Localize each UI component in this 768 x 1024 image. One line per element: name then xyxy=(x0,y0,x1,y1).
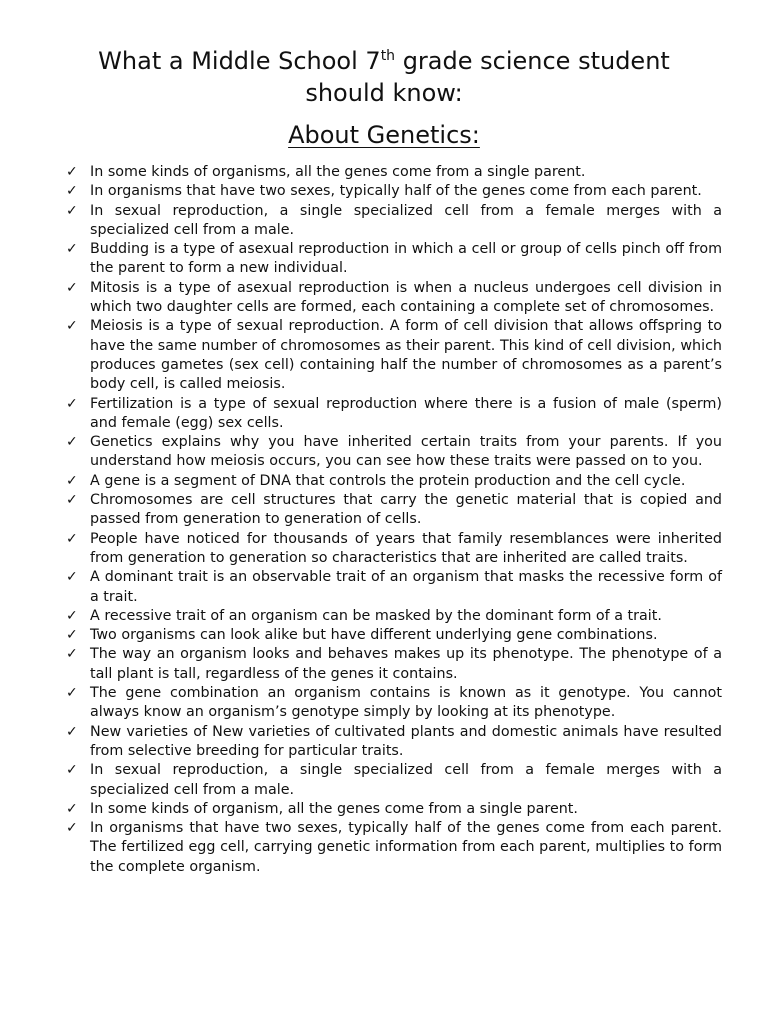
checklist-item xyxy=(66,491,722,530)
checklist-item xyxy=(66,530,722,569)
title-rest: grade science student xyxy=(395,47,670,75)
checklist-item-text: A recessive trait of an organism can be masked by the dominant form of a trait. xyxy=(90,607,662,624)
checklist-item-text: In organisms that have two sexes, typically half of the genes come from each parent. xyxy=(90,183,702,200)
checkmark-icon: ✓ xyxy=(66,723,78,740)
checklist-item-text: In some kinds of organisms, all the genes come from a single parent. xyxy=(90,164,586,180)
checklist-item-text: Fertilization is a type of sexual reproduction where there is a fusion of male (sperm) and female (egg) sex cells. xyxy=(90,395,722,431)
checklist xyxy=(66,163,722,877)
checklist-item xyxy=(66,684,722,723)
checklist-item-text: Genetics explains why you have inherited certain traits from your parents. If you understand how meiosis occurs, you can see how these traits were passed on to you. xyxy=(90,434,722,470)
checklist-item xyxy=(66,626,722,645)
checklist-item xyxy=(66,645,722,684)
checklist-item xyxy=(66,800,722,819)
checkmark-icon: ✓ xyxy=(66,627,78,644)
checklist-item xyxy=(66,472,722,491)
checkmark-icon: ✓ xyxy=(66,607,78,624)
checklist-item xyxy=(66,317,722,394)
checklist-item-text: The way an organism looks and behaves makes up its phenotype. The phenotype of a tall plant is tall, regardless of the genes it contains. xyxy=(90,646,722,682)
checkmark-icon: ✓ xyxy=(66,569,78,586)
checklist-item xyxy=(66,279,722,318)
checklist-item-text: Budding is a type of asexual reproduction in which a cell or group of cells pinch off from the parent to form a new individual. xyxy=(90,241,722,277)
checklist-item xyxy=(66,163,722,182)
checkmark-icon: ✓ xyxy=(66,241,78,258)
checkmark-icon: ✓ xyxy=(66,164,78,180)
checklist-item xyxy=(66,202,722,241)
section-heading xyxy=(0,119,768,151)
checklist-item xyxy=(66,182,722,201)
title-superscript: th xyxy=(380,48,396,64)
checkmark-icon: ✓ xyxy=(66,685,78,702)
section-heading-text: About Genetics: xyxy=(288,121,480,149)
checklist-item xyxy=(66,761,722,800)
checklist-item xyxy=(66,433,722,472)
checklist-item xyxy=(66,723,722,762)
checkmark-icon: ✓ xyxy=(66,492,78,509)
checklist-item-text: Two organisms can look alike but have different underlying gene combinations. xyxy=(90,627,658,644)
checklist-item-text: Meiosis is a type of sexual reproduction. A form of cell division that allows offspring to have the same number of chromosomes as their parent. This kind of cell division, which produces gametes (sex cell) containing half the number of chromosomes as a parent’s body cell, is called meiosis. xyxy=(90,318,722,393)
checklist-item-text: New varieties of New varieties of cultivated plants and domestic animals have resulted from selective breeding for particular traits. xyxy=(90,723,722,759)
checkmark-icon: ✓ xyxy=(66,530,78,547)
checklist-item-text: Mitosis is a type of asexual reproduction is when a nucleus undergoes cell division in which two daughter cells are formed, each containing a complete set of chromosomes. xyxy=(90,279,722,316)
checklist-item-text: The gene combination an organism contains is known as it genotype. You cannot always know an organism’s genotype simply by looking at its phenotype. xyxy=(90,685,722,721)
checklist-item-text: A gene is a segment of DNA that controls the protein production and the cell cycle. xyxy=(90,472,686,489)
checkmark-icon: ✓ xyxy=(66,820,78,837)
checklist-item xyxy=(66,607,722,626)
checklist-item xyxy=(66,395,722,434)
checklist-item xyxy=(66,568,722,607)
checklist-item xyxy=(66,240,722,279)
checklist-item xyxy=(66,819,722,877)
checkmark-icon: ✓ xyxy=(66,762,78,779)
checklist-item-text: Chromosomes are cell structures that carry the genetic material that is copied and passed from generation to generation of cells. xyxy=(90,492,722,528)
checkmark-icon: ✓ xyxy=(66,183,78,200)
checklist-item-text: In sexual reproduction, a single specialized cell from a female merges with a specialized cell from a male. xyxy=(90,762,722,798)
checkmark-icon: ✓ xyxy=(66,279,78,296)
checkmark-icon: ✓ xyxy=(66,800,78,817)
checkmark-icon: ✓ xyxy=(66,434,78,451)
title-main: What a Middle School 7 xyxy=(98,47,381,75)
checklist-item-text: In some kinds of organism, all the genes come from a single parent. xyxy=(90,800,578,817)
checkmark-icon: ✓ xyxy=(66,202,78,219)
checklist-item-text: In organisms that have two sexes, typically half of the genes come from each parent. The fertilized egg cell, carrying genetic information from each parent, multiplies to form the complete organism. xyxy=(90,820,722,875)
checklist-item-text: People have noticed for thousands of years that family resemblances were inherited from generation to generation so characteristics that are inherited are called traits. xyxy=(90,530,722,566)
checklist-item-text: A dominant trait is an observable trait of an organism that masks the recessive form of a trait. xyxy=(90,569,722,605)
checkmark-icon: ✓ xyxy=(66,646,78,663)
checklist-item-text: In sexual reproduction, a single specialized cell from a female merges with a specialized cell from a male. xyxy=(90,202,722,238)
checkmark-icon: ✓ xyxy=(66,318,78,335)
checkmark-icon: ✓ xyxy=(66,472,78,489)
title-line-2: should know: xyxy=(305,79,463,107)
checkmark-icon: ✓ xyxy=(66,395,78,412)
page-title xyxy=(0,45,768,109)
